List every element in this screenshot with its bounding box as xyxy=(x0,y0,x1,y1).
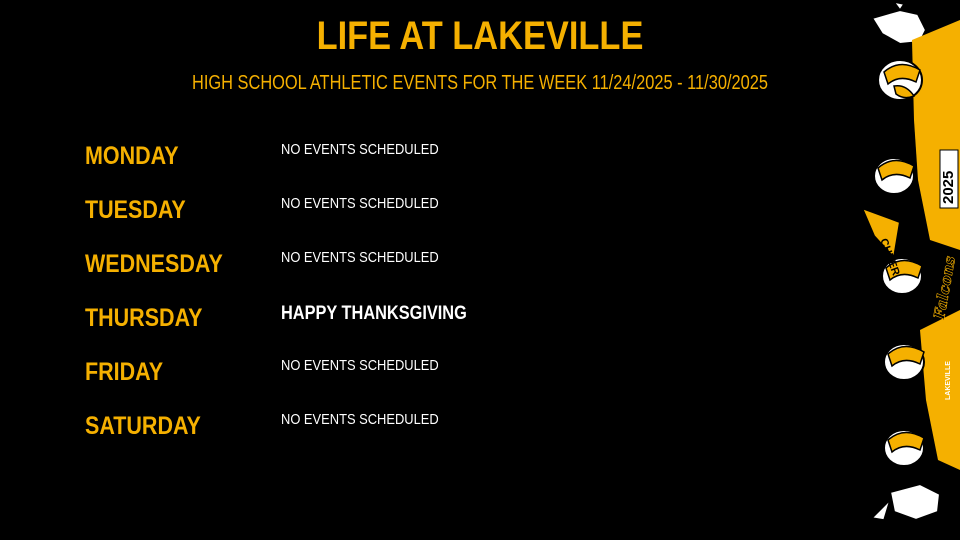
falcon-mascot-icon xyxy=(874,158,914,194)
day-label: WEDNESDAY xyxy=(85,250,223,278)
event-label: NO EVENTS SCHEDULED xyxy=(281,141,439,158)
schedule-row-wednesday xyxy=(0,250,860,290)
mascot-collage xyxy=(860,0,960,540)
svg-text:2025: 2025 xyxy=(940,170,957,204)
event-label: NO EVENTS SCHEDULED xyxy=(281,411,439,428)
day-label: THURSDAY xyxy=(85,304,203,332)
falcon-mascot-icon xyxy=(884,344,924,380)
falcon-mascot-icon xyxy=(878,60,922,100)
svg-text:Falcons: Falcons xyxy=(930,254,960,321)
day-label: MONDAY xyxy=(85,142,179,170)
page-title: LIFE AT LAKEVILLE xyxy=(316,14,644,58)
schedule-row-saturday xyxy=(0,412,860,452)
page-subtitle: HIGH SCHOOL ATHLETIC EVENTS FOR THE WEEK 11/24/2025 - 11/30/2025 xyxy=(191,72,769,94)
schedule-row-tuesday xyxy=(0,196,860,236)
day-label: TUESDAY xyxy=(85,196,186,224)
event-label: NO EVENTS SCHEDULED xyxy=(281,357,439,374)
event-label: HAPPY THANKSGIVING xyxy=(281,303,467,324)
schedule-row-friday xyxy=(0,358,860,398)
event-label: NO EVENTS SCHEDULED xyxy=(281,249,439,266)
svg-text:LAKEVILLE: LAKEVILLE xyxy=(945,361,952,400)
megaphone-icon xyxy=(862,208,902,277)
day-label: SATURDAY xyxy=(85,412,201,440)
svg-text:CHEER: CHEER xyxy=(877,236,902,278)
schedule-row-monday xyxy=(0,142,860,182)
schedule-row-thursday xyxy=(0,304,860,344)
mascot-collage-art xyxy=(860,0,960,540)
pointing-hand-icon xyxy=(872,484,940,520)
event-label: NO EVENTS SCHEDULED xyxy=(281,195,439,212)
falcon-mascot-icon xyxy=(884,430,924,466)
day-label: FRIDAY xyxy=(85,358,164,386)
